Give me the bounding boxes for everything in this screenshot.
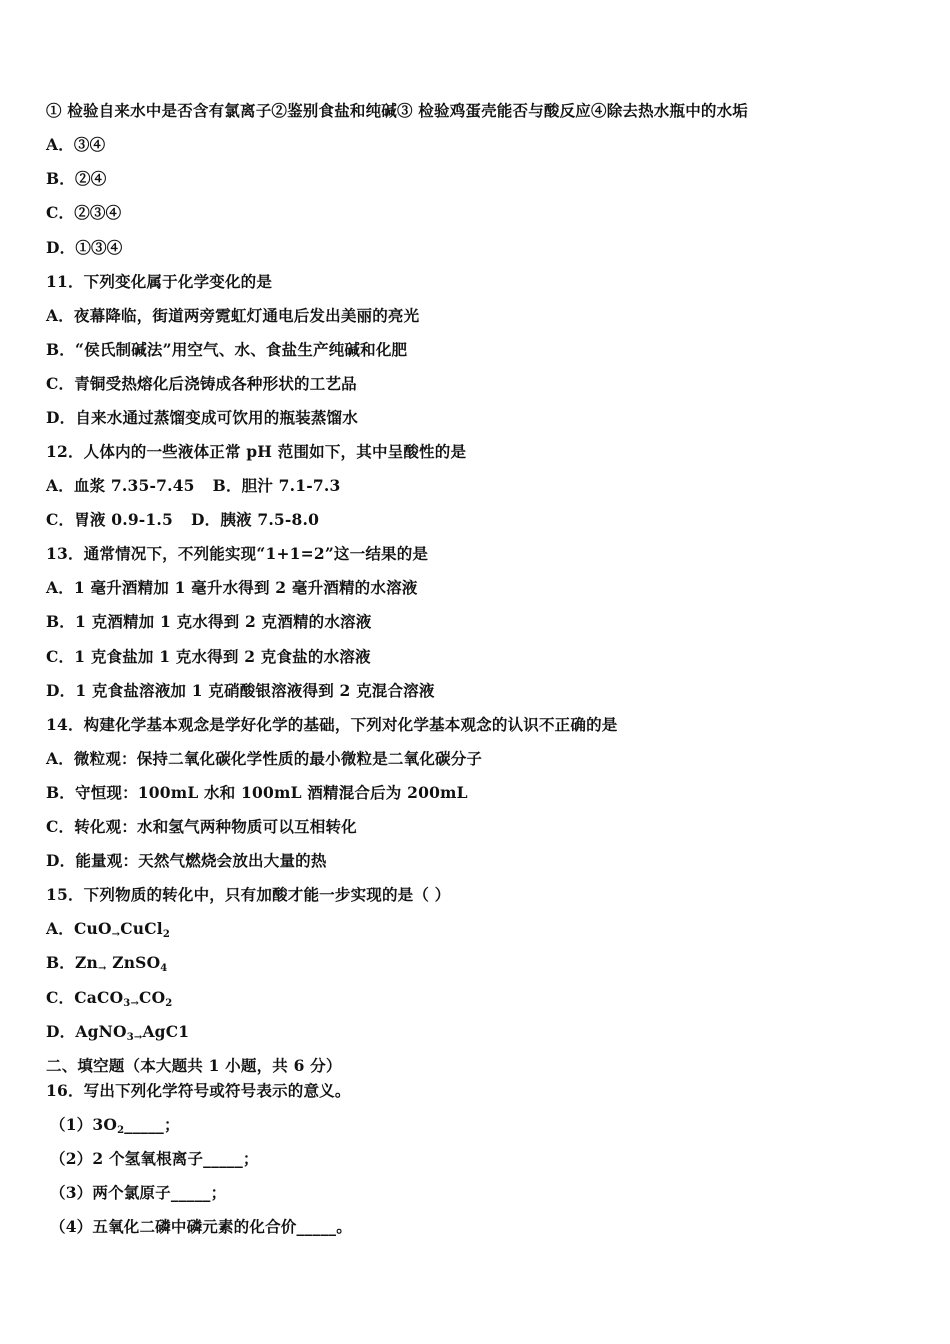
q14-option-a: A．微粒观：保持二氧化碳化学性质的最小微粒是二氧化碳分子 (46, 749, 483, 768)
q15-option-b (46, 953, 920, 979)
q11-option-b: B．“侯氏制碱法”用空气、水、食盐生产纯碱和化肥 (46, 340, 408, 359)
q14-option-b: B．守恒现：100mL 水和 100mL 酒精混合后为 200mL (46, 783, 468, 802)
q15-stem: 15．下列物质的转化中，只有加酸才能一步实现的是（ ） (46, 885, 451, 904)
q11-option-c: C．青铜受热熔化后浇铸成各种形状的工艺品 (46, 374, 357, 393)
option-label: C． (46, 988, 75, 1007)
arrow: → (133, 1032, 143, 1043)
q16-part-2: （2）2 个氢氧根离子_____； (50, 1149, 259, 1168)
blank: _____； (124, 1115, 180, 1134)
q16-stem: 16．写出下列化学符号或符号表示的意义。 (46, 1081, 351, 1100)
q13-option-c: C．1 克食盐加 1 克水得到 2 克食盐的水溶液 (46, 647, 371, 666)
subscript: 3 (126, 1032, 134, 1043)
q10-option-c: C．②③④ (46, 203, 122, 222)
intro-statement: ① 检验自来水中是否含有氯离子②鉴别食盐和纯碱③ 检验鸡蛋壳能否与酸反应④除去热水瓶中的水垢 (46, 101, 748, 120)
q13-option-b: B．1 克酒精加 1 克水得到 2 克酒精的水溶液 (46, 612, 372, 631)
formula: AgNO (75, 1022, 127, 1041)
q12-stem: 12．人体内的一些液体正常 pH 范围如下，其中呈酸性的是 (46, 442, 467, 461)
q12-options-cd (46, 510, 920, 530)
q16-part-1 (50, 1115, 920, 1141)
subscript: 2 (162, 929, 171, 940)
q12-options-ab (46, 476, 920, 496)
q12-option-b: B．胆汁 7.1-7.3 (212, 476, 341, 495)
q13-option-d: D．1 克食盐溶液加 1 克硝酸银溶液得到 2 克混合溶液 (46, 681, 435, 700)
arrow: → (98, 963, 107, 974)
option-label: B． (46, 953, 76, 972)
subscript: 3 (123, 998, 131, 1009)
option-label: A． (46, 919, 74, 938)
q11-option-d: D．自来水通过蒸馏变成可饮用的瓶装蒸馏水 (46, 408, 358, 427)
q15-option-d (46, 1022, 920, 1048)
part-text: （1）3O (50, 1115, 118, 1134)
q12-option-d: D．胰液 7.5-8.0 (191, 510, 320, 529)
formula: ZnSO (106, 953, 161, 972)
q12-option-a: A．血浆 7.35-7.45 (46, 476, 195, 495)
q12-option-c: C．胃液 0.9-1.5 (46, 510, 173, 529)
formula: CuO (73, 919, 112, 938)
section-heading: 二、填空题（本大题共 1 小题，共 6 分） (46, 1056, 342, 1075)
q13-option-a: A．1 毫升酒精加 1 毫升水得到 2 毫升酒精的水溶液 (46, 578, 418, 597)
formula: Zn (75, 953, 98, 972)
option-label: D． (46, 1022, 76, 1041)
q11-option-a: A．夜幕降临，街道两旁霓虹灯通电后发出美丽的亮光 (46, 306, 420, 325)
arrow: → (111, 929, 121, 940)
q10-option-b: B．②④ (46, 169, 107, 188)
q13-stem: 13．通常情况下，不列能实现“1+1=2”这一结果的是 (46, 544, 429, 563)
formula: AgC1 (142, 1022, 190, 1041)
subscript: 4 (160, 963, 168, 974)
q10-option-a: A．③④ (46, 135, 106, 154)
subscript: 2 (165, 998, 173, 1009)
arrow: → (130, 998, 140, 1009)
subscript: 2 (117, 1125, 125, 1136)
q15-option-c (46, 988, 920, 1014)
q16-part-4: （4）五氧化二磷中磷元素的化合价_____。 (50, 1217, 352, 1236)
q14-stem: 14．构建化学基本观念是学好化学的基础，下列对化学基本观念的认识不正确的是 (46, 715, 618, 734)
formula: CO (139, 988, 166, 1007)
q14-option-c: C．转化观：水和氢气两种物质可以互相转化 (46, 817, 357, 836)
q10-option-d: D．①③④ (46, 238, 123, 257)
q15-option-a (46, 919, 920, 945)
formula: CuCl (120, 919, 163, 938)
q11-stem: 11．下列变化属于化学变化的是 (46, 272, 273, 291)
formula: CaCO (74, 988, 124, 1007)
q16-part-3: （3）两个氯原子_____； (50, 1183, 227, 1202)
q14-option-d: D．能量观：天然气燃烧会放出大量的热 (46, 851, 327, 870)
